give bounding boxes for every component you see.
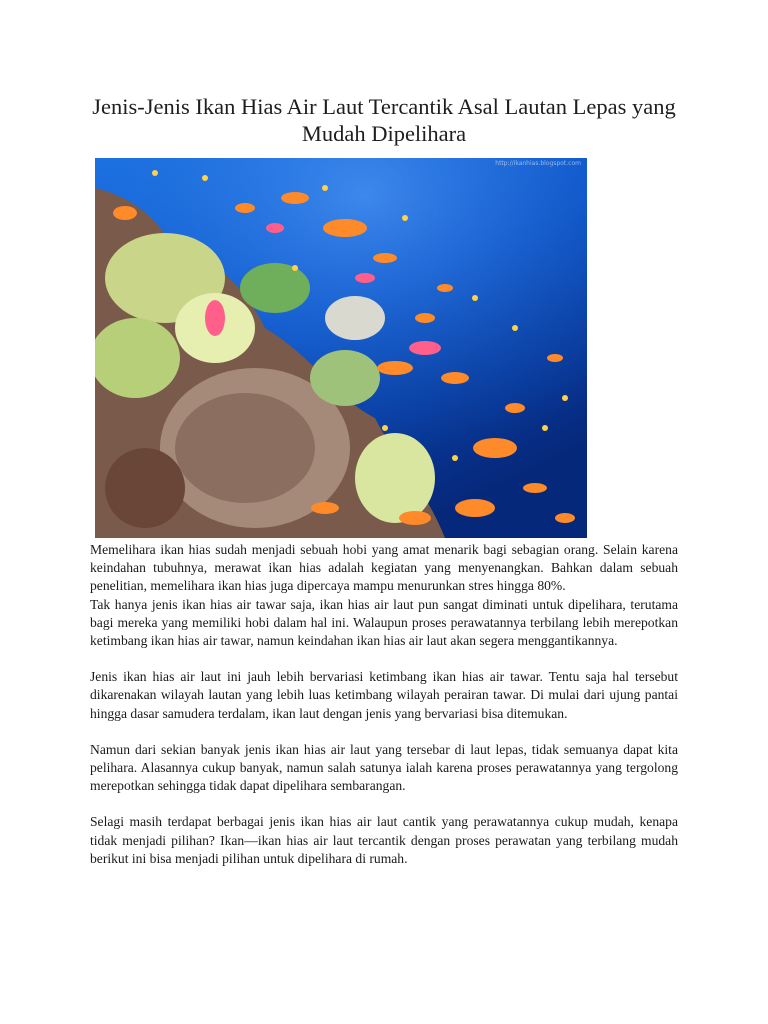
page-title: Jenis-Jenis Ikan Hias Air Laut Tercantik Asal Lautan Lepas yang Mudah Dipelihara [92,94,676,146]
paragraph: Jenis ikan hias air laut ini jauh lebih bervariasi ketimbang ikan hias air tawar. Tentu saja hal tersebut dikarenakan wilayah lautan yang lebih luas ketimbang wilayah perairan tawar. Di mulai dari ujung pantai hingga dasar samudera terdalam, ikan laut dengan jenis yang bervariasi bisa ditemukan. [90,669,678,721]
image-watermark: http://ikanhias.blogspot.com [495,160,581,167]
article-body [90,541,678,868]
paragraph: Tak hanya jenis ikan hias air tawar saja, ikan hias air laut pun sangat diminati untuk dipelihara, terutama bagi mereka yang memiliki hobi dalam hal ini. Walaupun proses perawatannya terbilang lebih merepotkan ketimbang ikan hias air tawar, namun keindahan ikan hias air laut akan segera menggantikannya. [90,596,678,649]
paragraph: Namun dari sekian banyak jenis ikan hias air laut yang tersebar di laut lepas, tidak semuanya dapat kita pelihara. Alasannya cukup banyak, namun salah satunya ialah karena proses perawatannya yang tergolong merepotkan sehingga tidak dapat dipelihara sembarangan. [90,741,678,794]
paragraph: Selagi masih terdapat berbagai jenis ikan hias air laut cantik yang perawatannya cukup mudah, kenapa tidak menjadi pilihan? Ikan—ikan hias air laut tercantik dengan proses perawatan yang terbilang mudah berikut ini bisa menjadi pilihan untuk dipelihara di rumah. [90,814,678,866]
coral-reef-image [95,158,587,538]
paragraph: Memelihara ikan hias sudah menjadi sebuah hobi yang amat menarik bagi sebagian orang. Selain karena keindahan tubuhnya, merawat ikan hias adalah kegiatan yang menyenangkan. Bahkan dalam sebuah penelitian, memelihara ikan hias juga dipercaya mampu menurunkan stres hingga 80%. [90,542,678,594]
coral-reef-photo [95,158,587,538]
